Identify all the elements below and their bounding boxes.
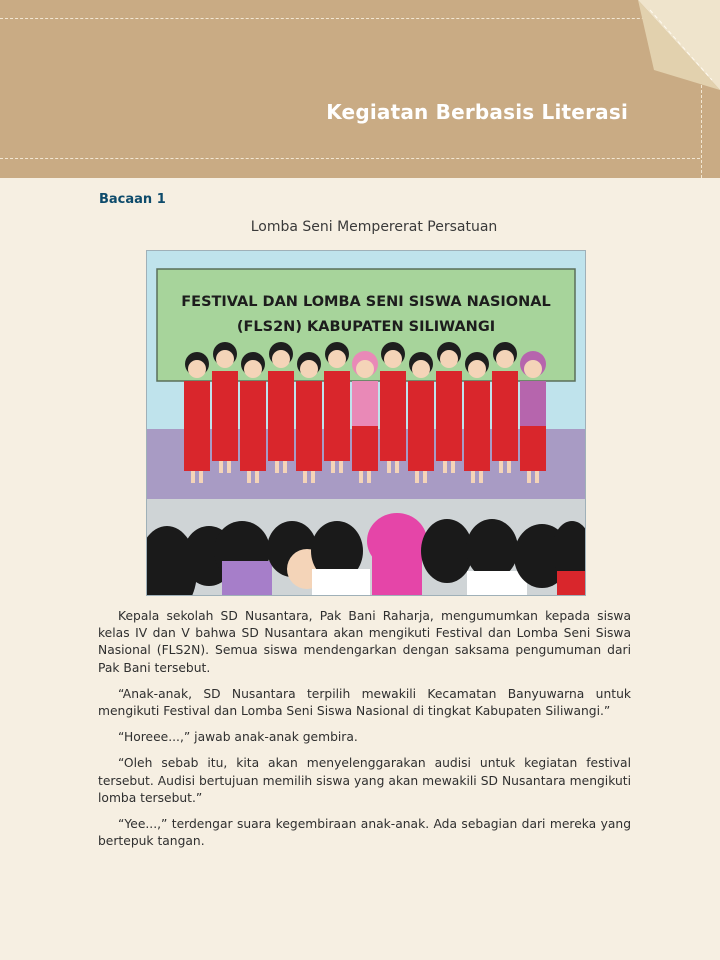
story-paragraph: “Yee...,” terdengar suara kegembiraan anak-anak. Ada sebagian dari mereka yang bertepuk tangan.: [98, 817, 631, 849]
banner-text-line2: (FLS2N) KABUPATEN SILIWANGI: [236, 319, 496, 335]
story-paragraph: Kepala sekolah SD Nusantara, Pak Bani Raharja, mengumumkan kepada siswa kelas IV dan V bahwa SD Nusantara akan mengikuti Festival dan Lomba Seni Siswa Nasional (FLS2N). Semua siswa mendengarkan dengan saksama pengumuman dari Pak Bani tersebut.: [98, 609, 631, 675]
story-paragraph: “Anak-anak, SD Nusantara terpilih mewakili Kecamatan Banyuwarna untuk mengikuti Festival dan Lomba Seni Siswa Nasional di tingkat Kabupaten Siliwangi.”: [98, 686, 631, 719]
header-stitch-top: [0, 18, 700, 19]
header-stitch-bottom: [0, 158, 700, 159]
story-paragraph: “Oleh sebab itu, kita akan menyelenggarakan audisi untuk kegiatan festival tersebut. Audisi bertujuan memilih siswa yang akan mewakili SD Nusantara mengikuti lomba tersebut.”: [98, 756, 631, 805]
story-paragraph: “Horeee...,” jawab anak-anak gembira.: [118, 730, 358, 745]
reading-section-label: Bacaan 1: [99, 192, 166, 207]
page-header-title: Kegiatan Berbasis Literasi: [326, 100, 628, 124]
festival-illustration: [146, 250, 586, 596]
banner-text-line1: FESTIVAL DAN LOMBA SENI SISWA NASIONAL: [181, 294, 551, 310]
story-title: Lomba Seni Mempererat Persatuan: [250, 219, 498, 235]
header-band: [0, 0, 720, 178]
story-body: [98, 608, 631, 859]
page-corner-fold: [600, 0, 720, 110]
